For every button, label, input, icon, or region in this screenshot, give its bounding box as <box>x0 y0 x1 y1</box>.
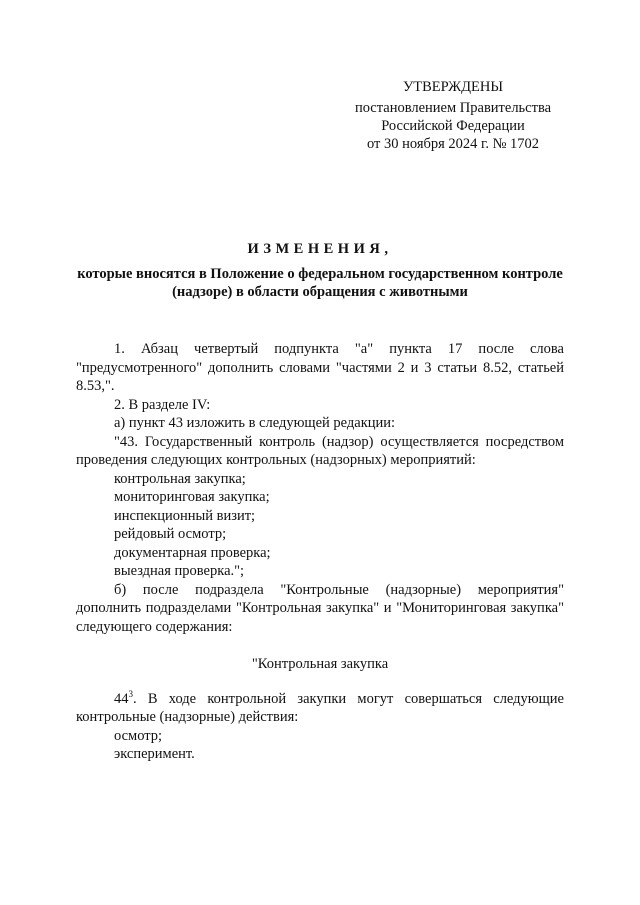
list-item: документарная проверка; <box>114 544 271 561</box>
list-item: инспекционный визит; <box>114 507 256 524</box>
paragraph: а) пункт 43 изложить в следующей редакции: <box>114 415 396 431</box>
clause-paragraph <box>76 690 564 727</box>
approval-line: постановлением Правительства <box>354 100 552 116</box>
clause-superscript: 3 <box>128 688 133 699</box>
document-title: ИЗМЕНЕНИЯ, <box>247 241 393 257</box>
list-item: осмотр; <box>114 727 163 744</box>
document-body <box>76 340 564 764</box>
approval-block <box>318 78 588 153</box>
paragraph: 2. В разделе IV: <box>114 396 211 413</box>
approval-heading: УТВЕРЖДЕНЫ <box>402 79 504 95</box>
section-heading: "Контрольная закупка <box>251 656 389 672</box>
document-subtitle: которые вносятся в Положение о федеральном государственном контроле (надзоре) в области обращения с животными <box>77 266 563 300</box>
list-item: контрольная закупка; <box>114 470 246 487</box>
list-item: выездная проверка."; <box>114 563 245 579</box>
list-item: эксперимент. <box>114 746 195 762</box>
approval-line: Российской Федерации <box>381 118 525 134</box>
approval-date-line: от 30 ноября 2024 г. № 1702 <box>366 136 540 152</box>
paragraph: б) после подраздела "Контрольные (надзорные) мероприятия" дополнить подразделами "Контрольная закупка" и "Мониторинговая закупка" следующего содержания: <box>76 581 564 635</box>
paragraph: "43. Государственный контроль (надзор) осуществляется посредством проведения следующих контрольных (надзорных) мероприятий: <box>76 433 564 468</box>
paragraph: 1. Абзац четвертый подпункта "а" пункта 17 после слова "предусмотренного" дополнить словами "частями 2 и 3 статьи 8.52, статьей 8.53,". <box>76 341 564 394</box>
clause-text: . В ходе контрольной закупки могут совершаться следующие контрольные (надзорные) действия: <box>76 690 564 725</box>
clause-number: 44 <box>114 690 129 707</box>
list-item: мониторинговая закупка; <box>114 489 270 505</box>
list-item: рейдовый осмотр; <box>114 526 227 542</box>
